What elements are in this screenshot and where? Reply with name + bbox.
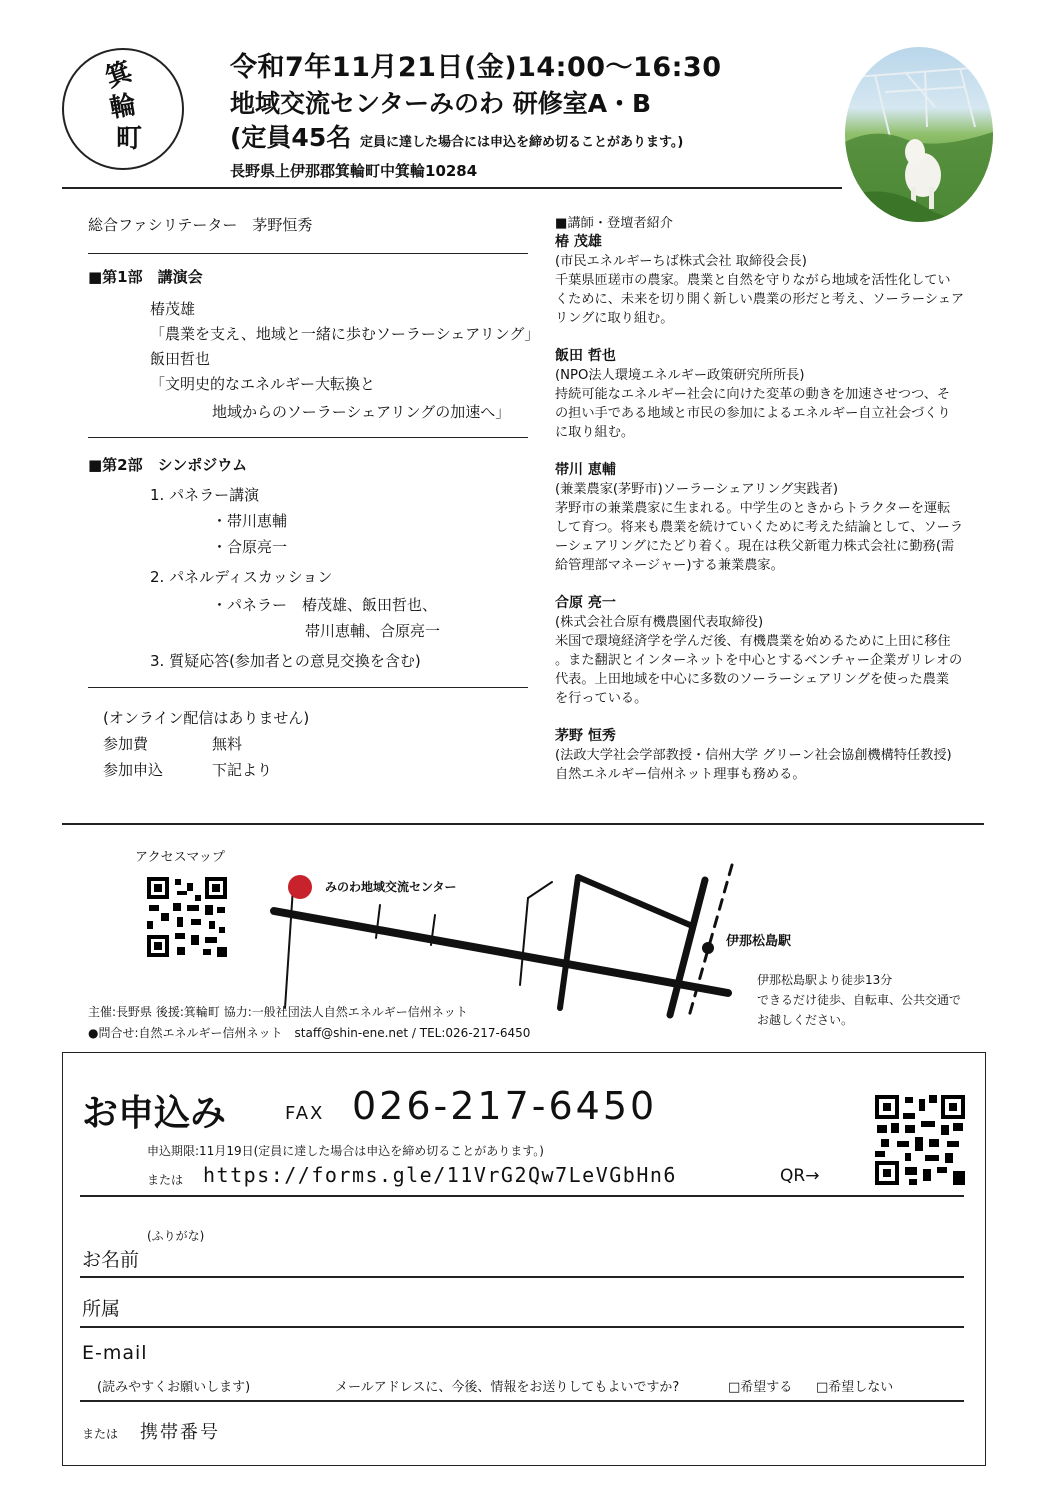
divider (88, 687, 528, 688)
speaker-bio-line: 自然エネルギー信州ネット理事も務める。 (555, 767, 806, 782)
solar-sharing-goat-photo (845, 47, 993, 222)
name-label: お名前 (82, 1249, 140, 1271)
email-field[interactable] (170, 1334, 960, 1374)
part2-item-2-sub-1: ・パネラー 椿茂雄、飯田哲也、 (212, 596, 438, 614)
event-datetime: 令和7年11月21日(金)14:00〜16:30 (230, 52, 722, 83)
speaker-bio-line: 。また翻訳とインターネットを中心とするベンチャー企業ガリレオの (555, 653, 963, 668)
part1-speaker-2: 飯田哲也 (150, 350, 211, 368)
affiliation-label: 所属 (82, 1298, 121, 1320)
speaker-bio-line: リングに取り組む。 (555, 311, 674, 326)
name-field[interactable] (170, 1235, 960, 1275)
speaker-entry (555, 594, 995, 708)
speaker-bio-line: 給管理部マネージャー)する兼業農家。 (555, 558, 784, 573)
walk-note (757, 970, 961, 1030)
apply-label: 参加申込 (103, 761, 164, 779)
phone-label: 携帯番号 (140, 1422, 220, 1443)
credits: 主催:長野県 後援:箕輪町 協力:一般社団法人自然エネルギー信州ネット (88, 1005, 468, 1019)
speaker-bio-line: を行っている。 (555, 691, 648, 706)
part1-title-2a: 「文明史的なエネルギー大転換と (150, 375, 376, 393)
part2-item-2: 2. パネルディスカッション (150, 568, 333, 586)
consent-yes-checkbox[interactable]: □希望する (728, 1380, 793, 1395)
form-divider (80, 1400, 964, 1402)
stamp-char-1: 箕 (101, 56, 137, 94)
part2-heading: ■第2部 シンポジウム (88, 456, 248, 474)
part2-item-1: 1. パネラー講演 (150, 486, 260, 504)
speakers-heading: ■講師・登壇者紹介 (555, 216, 673, 231)
speaker-name: 茅野 恒秀 (555, 728, 616, 744)
speaker-name: 椿 茂雄 (555, 234, 602, 250)
form-title: お申込み (82, 1093, 227, 1134)
venue-marker (288, 875, 312, 899)
access-qr-code[interactable] (147, 877, 227, 957)
part1-heading: ■第1部 講演会 (88, 268, 203, 286)
speaker-bio-line: くために、未来を切り開く新しい農業の形だと考え、ソーラーシェア (555, 292, 965, 307)
speaker-affiliation: (兼業農家(茅野市)ソーラーシェアリング実践者) (555, 482, 839, 497)
part1-speaker-1: 椿茂雄 (150, 300, 196, 318)
speaker-bio-line: 茅野市の兼業農家に生まれる。中学生のときからトラクターを運転 (555, 501, 951, 516)
fax-label: FAX (285, 1103, 325, 1124)
speakers-section (555, 214, 995, 784)
speaker-affiliation: (株式会社合原有機農園代表取締役) (555, 615, 764, 630)
facilitator: 総合ファシリテーター 茅野恒秀 (88, 216, 313, 234)
qr-label: QR→ (780, 1166, 820, 1186)
fee-value: 無料 (212, 735, 243, 753)
divider (88, 437, 528, 438)
speaker-bio-line: の担い手である地域と市民の参加によるエネルギー自立社会づくり (555, 406, 951, 421)
divider (88, 253, 528, 254)
part2-item-1-sub-2: ・合原亮一 (212, 538, 288, 556)
speaker-bio-line: ーシェアリングにたどり着く。現在は秩父新電力株式会社に勤務(需 (555, 539, 955, 554)
online-note: (オンライン配信はありません) (103, 709, 310, 727)
consent-question: メールアドレスに、今後、情報をお送りしてもよいですか? (335, 1380, 680, 1395)
part2-item-3: 3. 質疑応答(参加者との意見交換を含む) (150, 652, 421, 670)
or-label: または (147, 1173, 184, 1187)
venue-label: みのわ地域交流センター (325, 880, 457, 894)
speaker-entry (555, 233, 995, 328)
deadline: 申込期限:11月19日(定員に達した場合は申込を締め切ることがあります。) (147, 1144, 544, 1158)
header-rule (62, 187, 842, 189)
speaker-bio-line: に取り組む。 (555, 425, 635, 440)
email-label: E-mail (82, 1342, 148, 1364)
part1-title-2b: 地域からのソーラーシェアリングの加速へ」 (212, 403, 511, 421)
speaker-entry (555, 727, 995, 784)
walk-note-line: お越しください。 (757, 1013, 854, 1027)
part2-item-2-sub-2: 帯川恵輔、合原亮一 (305, 622, 441, 640)
speaker-name: 飯田 哲也 (555, 348, 616, 364)
fee-label: 参加費 (103, 735, 149, 753)
form-divider (80, 1276, 964, 1278)
station-label: 伊那松島駅 (726, 934, 792, 949)
consent-no-checkbox[interactable]: □希望しない (816, 1380, 894, 1395)
stamp-char-2: 輪 (107, 89, 139, 125)
speaker-name: 合原 亮一 (555, 595, 616, 611)
part1-title-1: 「農業を支え、地域と一緒に歩むソーラーシェアリング」 (150, 325, 540, 343)
form-url-link[interactable]: https://forms.gle/11VrG2Qw7LeVGbHn6 (203, 1163, 677, 1187)
speaker-bio-line: 千葉県匝瑳市の農家。農業と自然を守りながら地域を活性化してい (555, 273, 951, 288)
form-divider (80, 1195, 964, 1197)
speaker-entry (555, 461, 995, 575)
town-stamp (62, 48, 184, 170)
speaker-affiliation: (法政大学社会学部教授・信州大学 グリーン社会協創機構特任教授) (555, 748, 952, 763)
walk-note-line: できるだけ徒歩、自転車、公共交通で (757, 993, 962, 1007)
speaker-bio-line: して育つ。将来も農業を続けていくために考えた結論として、ソーラ (555, 520, 964, 535)
stamp-char-3: 町 (116, 124, 143, 154)
email-note: (読みやすくお願いします) (97, 1380, 251, 1395)
apply-value: 下記より (212, 761, 273, 779)
event-address: 長野県上伊那郡箕輪町中箕輪10284 (230, 162, 478, 180)
fax-number: 026-217-6450 (352, 1084, 658, 1128)
speaker-bio-line: 米国で環境経済学を学んだ後、有機農業を始めるために上田に移住 (555, 634, 951, 649)
speaker-affiliation: (市民エネルギーちば株式会社 取締役会長) (555, 254, 807, 269)
speaker-name: 帯川 恵輔 (555, 462, 616, 478)
walk-note-line: 伊那松島駅より徒歩13分 (757, 973, 893, 987)
speaker-bio-line: 持続可能なエネルギー社会に向けた変革の動きを加速させつつ、そ (555, 387, 951, 402)
speaker-affiliation: (NPO法人環境エネルギー政策研究所所長) (555, 368, 805, 383)
event-venue: 地域交流センターみのわ 研修室A・B (230, 89, 652, 118)
form-divider (80, 1326, 964, 1328)
contact: ●問合せ:自然エネルギー信州ネット staff@shin-ene.net / TEL:026-217-6450 (88, 1026, 531, 1040)
capacity-note: 定員に達した場合には申込を締め切ることがあります。) (359, 135, 684, 150)
or-label-2: または (82, 1427, 119, 1441)
station-marker (702, 942, 714, 954)
form-qr-code[interactable] (875, 1095, 965, 1185)
affiliation-field[interactable] (170, 1286, 960, 1326)
capacity-main: (定員45名 (230, 123, 352, 152)
section-rule (62, 823, 984, 825)
event-capacity (230, 118, 683, 154)
furigana-label: (ふりがな) (147, 1229, 205, 1243)
part2-item-1-sub-1: ・帯川恵輔 (212, 512, 288, 530)
map-title: アクセスマップ (135, 850, 225, 865)
speaker-entry (555, 347, 995, 442)
phone-field[interactable] (240, 1410, 960, 1450)
speaker-bio-line: 代表。上田地域を中心に多数のソーラーシェアリングを使った農業 (555, 672, 950, 687)
